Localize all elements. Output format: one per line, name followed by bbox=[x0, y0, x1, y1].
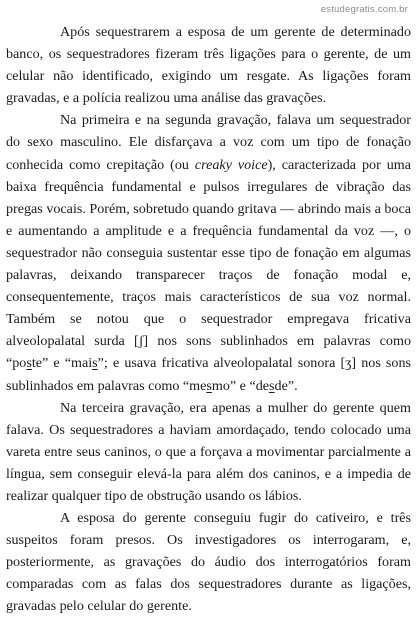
underlined-sound-desde: s bbox=[269, 377, 275, 394]
underlined-sound-poste: s bbox=[26, 355, 32, 372]
creaky-voice-term: creaky voice bbox=[194, 156, 268, 173]
paragraph-3: Na terceira gravação, era apenas a mulher do gerente quem falava. Os sequestradores a haviam amordaçado, tendo colocado uma vareta entre seus caninos, o que a forçava a movimentar parcialmente a língua, sem conseguir elevá-la para além dos caninos, e a impedia de realizar qualquer tipo de obstrução usando os lábios. bbox=[6, 399, 411, 504]
site-watermark: estudegratis.com.br bbox=[320, 4, 408, 15]
passage-text bbox=[6, 21, 411, 618]
paragraph-2-part-a: Na primeira e na segunda gravação, falava um sequestrador do sexo masculino. Ele disfarçava a voz com um tipo de fonação conhecida como crepitação (ou bbox=[6, 112, 411, 173]
paragraph-2-part-f: de”. bbox=[274, 377, 298, 394]
paragraph-2-part-d: ”; e usava fricativa alveolopalatal sonora [ʒ] nos sons sublinhados em palavras como “me bbox=[6, 355, 411, 394]
paragraph-2 bbox=[6, 109, 411, 396]
underlined-sound-mesmo: s bbox=[206, 377, 212, 394]
paragraph-2-part-e: mo” e “de bbox=[211, 377, 270, 394]
underlined-sound-mais: s bbox=[92, 355, 98, 372]
paragraph-2-part-c: te” e “mai bbox=[31, 355, 93, 372]
paragraph-2-part-b: ), caracterizada por uma baixa frequência fundamental e pulsos irregulares de vibração das pregas vocais. Porém, sobretudo quando gritava — abrindo mais a boca e aumentando a amplitude e a frequência fundamental da voz —, o sequestrador não conseguia sustentar esse tipo de fonação em algumas palavras, deixando transparecer traços de fonação modal e, consequentemente, traços mais característicos de sua voz normal. Também se notou que o sequestrador empregava fricativa alveolopalatal surda [ʃ] nos sons sublinhados em palavras como “po bbox=[6, 156, 411, 372]
paragraph-1: Após sequestrarem a esposa de um gerente de determinado banco, os sequestradores fizeram três ligações para o gerente, de um celular não identificado, exigindo um resgate. As ligações foram gravadas, e a polícia realizou uma análise das gravações. bbox=[6, 24, 411, 107]
paragraph-4: A esposa do gerente conseguiu fugir do cativeiro, e três suspeitos foram presos. Os investigadores os interrogaram, e, posteriormente, as gravações do áudio dos interrogatórios foram comparadas com as falas dos sequestradores durante as ligações, gravadas pelo celular do gerente. bbox=[6, 510, 411, 615]
